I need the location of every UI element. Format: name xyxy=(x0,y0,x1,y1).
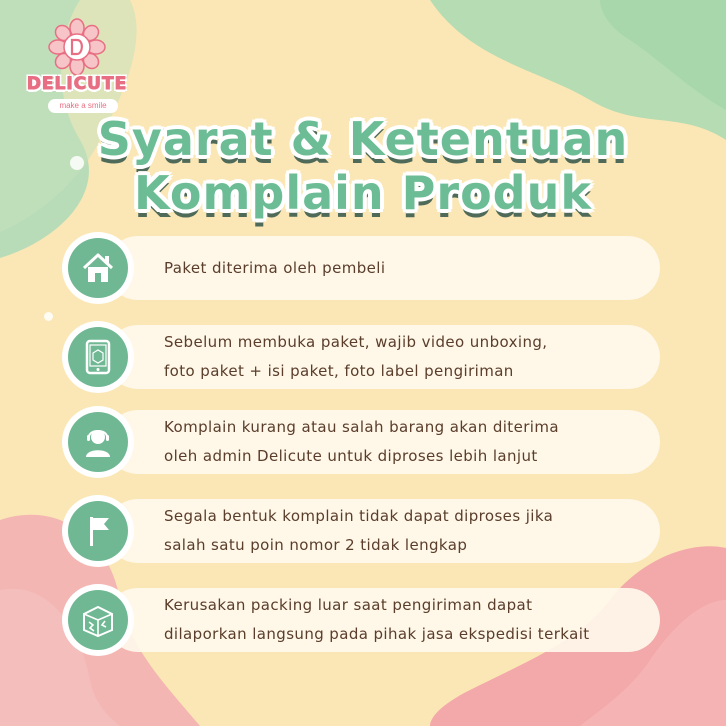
term-text-box xyxy=(106,236,660,300)
term-text-box xyxy=(106,410,660,474)
term-line-1: Kerusakan packing luar saat pengiriman dapat xyxy=(164,596,533,614)
term-line-2: dilaporkan langsung pada pihak jasa ekspedisi terkait xyxy=(164,625,590,643)
page-title-line-2: Komplain Produk xyxy=(134,166,592,220)
term-item-1 xyxy=(62,236,660,300)
decorative-dot xyxy=(44,312,53,321)
term-item-4 xyxy=(62,499,660,563)
term-line-1: Sebelum membuka paket, wajib video unboxing, xyxy=(164,333,548,351)
house-icon xyxy=(78,248,118,288)
icon-badge xyxy=(62,321,134,393)
brand-logo xyxy=(18,18,136,108)
page-title-line-1: Syarat & Ketentuan xyxy=(97,112,629,166)
term-item-3 xyxy=(62,410,660,474)
term-line-1: Komplain kurang atau salah barang akan diterima xyxy=(164,418,559,436)
term-item-5 xyxy=(62,588,660,652)
tablet-video-icon xyxy=(78,337,118,377)
term-text-box xyxy=(106,499,660,563)
term-line-2: foto paket + isi paket, foto label pengiriman xyxy=(164,362,514,380)
term-text-box xyxy=(106,588,660,652)
flag-icon xyxy=(78,511,118,551)
term-line-2: oleh admin Delicute untuk diproses lebih lanjut xyxy=(164,447,538,465)
brand-tagline: make a smile xyxy=(48,99,118,113)
brand-name: DELICUTE xyxy=(26,74,128,94)
icon-badge xyxy=(62,406,134,478)
term-line-2: salah satu poin nomor 2 tidak lengkap xyxy=(164,536,468,554)
icon-badge xyxy=(62,232,134,304)
flower-logo-icon xyxy=(48,18,106,76)
term-item-2 xyxy=(62,325,660,389)
term-line-1: Segala bentuk komplain tidak dapat diproses jika xyxy=(164,507,554,525)
customer-service-icon xyxy=(78,422,118,462)
damaged-box-icon xyxy=(78,600,118,640)
icon-badge xyxy=(62,495,134,567)
term-text-box xyxy=(106,325,660,389)
icon-badge xyxy=(62,584,134,656)
term-line-1: Paket diterima oleh pembeli xyxy=(164,258,386,277)
